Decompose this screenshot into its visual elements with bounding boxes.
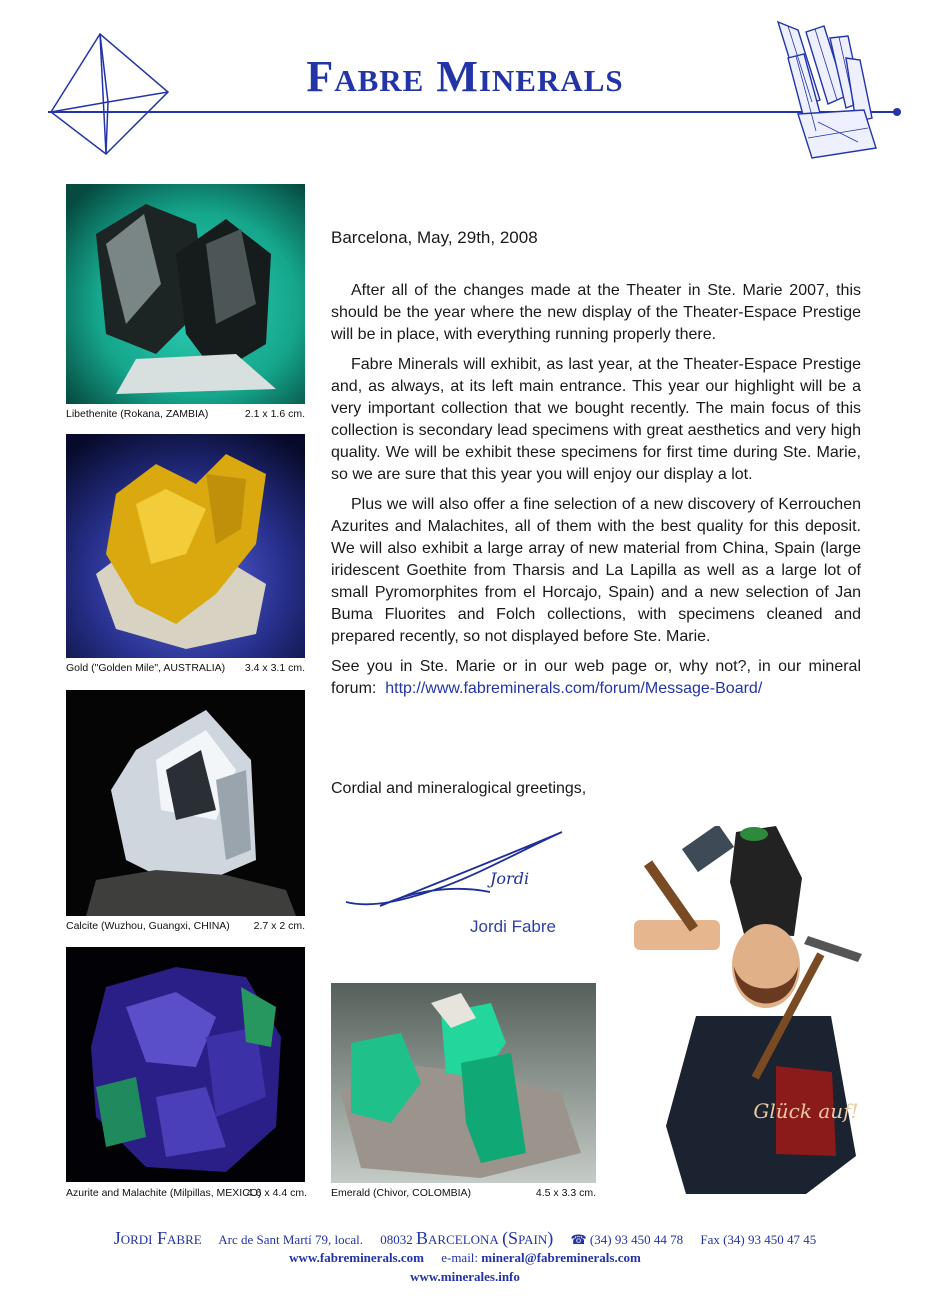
letter-paragraph-1: After all of the changes made at the Theater in Ste. Marie 2007, this should be the year where the new display of the Theater-Espace Prestige will be in place, with everything running properly there. — [331, 282, 861, 343]
letter-paragraph-2: Fabre Minerals will exhibit, as last year, at the Theater-Espace Prestige and, as always, at its left main entrance. This year our highlight will be a very important collection that we bought recently. The main focus of this collection is secondary lead specimens with great aesthetics and very high quality. We will be exhibit these specimens for first time during Ste. Marie, so we are sure that this year you will enjoy our display a lot. — [331, 356, 861, 483]
footer-web1[interactable]: www.fabreminerals.com — [289, 1250, 424, 1265]
forum-invite-text: See you in Ste. Marie or in our web page or, why not?, in our mineral forum: — [331, 658, 861, 697]
letter-date: Barcelona, May, 29th, 2008 — [331, 228, 538, 247]
libethenite-size: 2.1 x 1.6 cm. — [244, 408, 305, 420]
brand-title: Fabre Minerals — [306, 52, 624, 101]
letter-paragraph-4 — [331, 656, 861, 700]
footer-fax: (34) 93 450 47 45 — [723, 1232, 817, 1247]
footer-city: Barcelona — [416, 1228, 499, 1248]
calcite-photo — [66, 690, 305, 916]
signature-script: Jordi — [490, 869, 530, 888]
emerald-caption: Emerald (Chivor, COLOMBIA) — [331, 1187, 472, 1199]
signature-name: Jordi Fabre — [470, 917, 556, 936]
footer-country: (Spain) — [502, 1228, 554, 1248]
libethenite-photo — [66, 184, 305, 404]
azurite-malachite-caption: Azurite and Malachite (Milpillas, MEXICO) — [66, 1187, 262, 1199]
header-rule-end-dot — [893, 108, 901, 116]
letter-paragraph-3: Plus we will also offer a fine selection of a new discovery of Kerrouchen Azurites and Malachites, all of them with the best quality for this deposit. We will also exhibit a large array of new material from China, Spain (large iridescent Goethite from Tharsis and La Lapilla as well as a large lot of small Pyromorphites from el Horcajo, Spain) and a new selection of Jan Buma Fluorites and Folch collections, with specimens cleaned and prepared recently, so not displayed before Ste. Marie. — [331, 496, 861, 645]
footer-address-line — [0, 1228, 930, 1249]
crystal-cluster-logo — [768, 18, 886, 160]
handwritten-signature — [340, 826, 572, 916]
footer-address: Arc de Sant Martí 79, local. — [218, 1232, 364, 1247]
footer-web-line — [0, 1250, 930, 1266]
footer-fax-label: Fax — [700, 1232, 720, 1247]
footer-email-label: e-mail: — [441, 1250, 479, 1265]
calcite-size: 2.7 x 2 cm. — [253, 920, 305, 932]
greeting: Cordial and mineralogical greetings, — [331, 780, 587, 797]
miner-illustration — [626, 826, 862, 1196]
phone-icon: ☎ — [570, 1232, 587, 1247]
gold-photo — [66, 434, 305, 658]
footer-phone: (34) 93 450 44 78 — [589, 1232, 684, 1247]
footer-postcode: 08032 — [380, 1232, 413, 1247]
gold-size: 3.4 x 3.1 cm. — [244, 662, 305, 674]
calcite-caption: Calcite (Wuzhou, Guangxi, CHINA) — [66, 920, 230, 932]
libethenite-caption: Libethenite (Rokana, ZAMBIA) — [66, 408, 209, 420]
gold-caption: Gold ("Golden Mile", AUSTRALIA) — [66, 662, 226, 674]
footer-web2[interactable]: www.minerales.info — [410, 1269, 520, 1284]
forum-link[interactable]: http://www.fabreminerals.com/forum/Message-Board/ — [385, 680, 763, 697]
emerald-size: 4.5 x 3.3 cm. — [535, 1187, 596, 1199]
footer-email[interactable]: mineral@fabreminerals.com — [481, 1250, 641, 1265]
footer-name: Jordi Fabre — [113, 1228, 202, 1248]
azurite-malachite-size: 4.6 x 4.4 cm. — [246, 1187, 307, 1199]
emerald-photo — [331, 983, 596, 1183]
letter-body — [331, 280, 861, 708]
gluck-auf-banner: Glück auf! — [753, 1099, 859, 1123]
azurite-malachite-photo — [66, 947, 305, 1182]
